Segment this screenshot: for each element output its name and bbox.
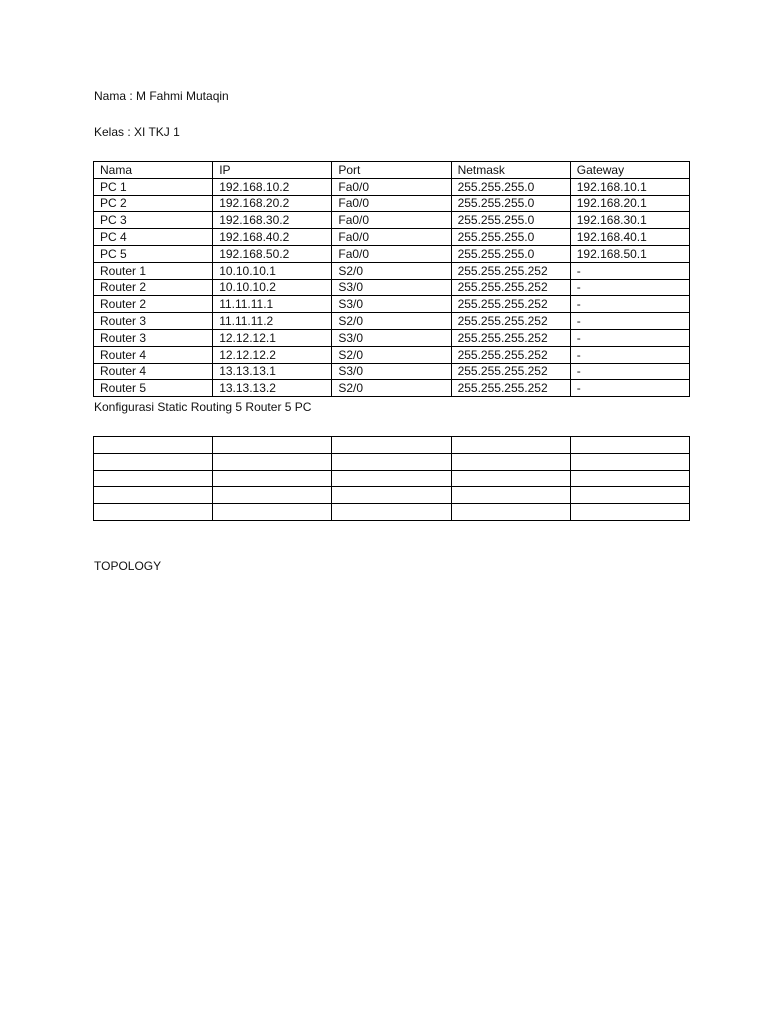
table-cell: S2/0	[332, 262, 451, 279]
table-cell: S3/0	[332, 279, 451, 296]
table-cell: -	[570, 380, 689, 397]
empty-cell	[570, 504, 689, 521]
empty-cell	[332, 487, 451, 504]
table-row	[94, 363, 690, 380]
empty-cell	[94, 470, 213, 487]
column-header: Gateway	[570, 162, 689, 179]
table-cell: Router 2	[94, 296, 213, 313]
table-cell: -	[570, 346, 689, 363]
empty-cell	[94, 487, 213, 504]
table-cell: 255.255.255.252	[451, 279, 570, 296]
name-line: Nama : M Fahmi Mutaqin	[94, 89, 229, 103]
table-cell: -	[570, 296, 689, 313]
table-cell: S3/0	[332, 296, 451, 313]
table-caption: Konfigurasi Static Routing 5 Router 5 PC	[94, 400, 312, 414]
table-cell: 192.168.50.1	[570, 245, 689, 262]
table-cell: -	[570, 363, 689, 380]
empty-table	[93, 436, 690, 521]
table-cell: 11.11.11.2	[213, 313, 332, 330]
empty-cell	[213, 504, 332, 521]
empty-row	[94, 437, 690, 454]
table-cell: 192.168.20.2	[213, 195, 332, 212]
table-cell: Router 5	[94, 380, 213, 397]
table-cell: PC 2	[94, 195, 213, 212]
table-cell: S2/0	[332, 313, 451, 330]
empty-cell	[213, 470, 332, 487]
table-row	[94, 279, 690, 296]
table-cell: S3/0	[332, 363, 451, 380]
table-cell: 255.255.255.252	[451, 346, 570, 363]
table-cell: 10.10.10.1	[213, 262, 332, 279]
table-cell: 12.12.12.1	[213, 329, 332, 346]
table-cell: -	[570, 279, 689, 296]
empty-cell	[213, 487, 332, 504]
empty-row	[94, 504, 690, 521]
column-header: IP	[213, 162, 332, 179]
empty-cell	[570, 470, 689, 487]
table-cell: 255.255.255.0	[451, 178, 570, 195]
table-cell: 192.168.30.1	[570, 212, 689, 229]
table-cell: Fa0/0	[332, 212, 451, 229]
table-cell: 192.168.30.2	[213, 212, 332, 229]
table-cell: -	[570, 313, 689, 330]
empty-cell	[332, 470, 451, 487]
table-cell: 192.168.10.1	[570, 178, 689, 195]
table-cell: 255.255.255.252	[451, 363, 570, 380]
empty-cell	[451, 453, 570, 470]
empty-cell	[570, 487, 689, 504]
table-cell: 13.13.13.1	[213, 363, 332, 380]
empty-row	[94, 487, 690, 504]
table-row	[94, 245, 690, 262]
table-cell: Fa0/0	[332, 195, 451, 212]
table-cell: 255.255.255.0	[451, 212, 570, 229]
table-cell: S3/0	[332, 329, 451, 346]
table-cell: 255.255.255.252	[451, 262, 570, 279]
table-cell: PC 4	[94, 229, 213, 246]
empty-cell	[94, 504, 213, 521]
empty-cell	[451, 470, 570, 487]
ip-address-table	[93, 161, 690, 397]
table-cell: Fa0/0	[332, 178, 451, 195]
table-cell: 192.168.50.2	[213, 245, 332, 262]
table-cell: 255.255.255.0	[451, 245, 570, 262]
empty-cell	[94, 437, 213, 454]
empty-cell	[570, 437, 689, 454]
empty-row	[94, 453, 690, 470]
table-row	[94, 380, 690, 397]
empty-cell	[451, 437, 570, 454]
empty-cell	[213, 437, 332, 454]
table-cell: 255.255.255.0	[451, 229, 570, 246]
table-cell: Router 1	[94, 262, 213, 279]
table-row	[94, 178, 690, 195]
table-cell: Router 4	[94, 346, 213, 363]
table-cell: 192.168.40.1	[570, 229, 689, 246]
table-cell: -	[570, 329, 689, 346]
empty-cell	[451, 504, 570, 521]
table-cell: 12.12.12.2	[213, 346, 332, 363]
table-cell: Router 3	[94, 329, 213, 346]
table-row	[94, 229, 690, 246]
table-cell: PC 5	[94, 245, 213, 262]
table-cell: Router 2	[94, 279, 213, 296]
table-cell: 255.255.255.252	[451, 329, 570, 346]
empty-cell	[332, 437, 451, 454]
table-cell: 255.255.255.0	[451, 195, 570, 212]
table-row	[94, 329, 690, 346]
empty-cell	[332, 453, 451, 470]
table-row	[94, 262, 690, 279]
empty-row	[94, 470, 690, 487]
table-row	[94, 296, 690, 313]
column-header: Netmask	[451, 162, 570, 179]
table-row	[94, 346, 690, 363]
table-cell: 192.168.20.1	[570, 195, 689, 212]
empty-cell	[332, 504, 451, 521]
table-cell: Router 3	[94, 313, 213, 330]
table-header-row	[94, 162, 690, 179]
topology-heading: TOPOLOGY	[94, 559, 162, 573]
table-row	[94, 212, 690, 229]
table-cell: S2/0	[332, 346, 451, 363]
table-cell: Fa0/0	[332, 229, 451, 246]
table-cell: PC 1	[94, 178, 213, 195]
table-cell: 10.10.10.2	[213, 279, 332, 296]
empty-cell	[213, 453, 332, 470]
table-cell: 13.13.13.2	[213, 380, 332, 397]
table-cell: 192.168.40.2	[213, 229, 332, 246]
empty-cell	[451, 487, 570, 504]
table-cell: 11.11.11.1	[213, 296, 332, 313]
table-cell: PC 3	[94, 212, 213, 229]
table-cell: 255.255.255.252	[451, 380, 570, 397]
class-line: Kelas : XI TKJ 1	[94, 125, 180, 139]
table-cell: S2/0	[332, 380, 451, 397]
table-cell: 255.255.255.252	[451, 296, 570, 313]
column-header: Nama	[94, 162, 213, 179]
column-header: Port	[332, 162, 451, 179]
table-cell: Router 4	[94, 363, 213, 380]
empty-cell	[570, 453, 689, 470]
table-row	[94, 195, 690, 212]
table-cell: Fa0/0	[332, 245, 451, 262]
empty-cell	[94, 453, 213, 470]
table-cell: -	[570, 262, 689, 279]
table-cell: 255.255.255.252	[451, 313, 570, 330]
table-cell: 192.168.10.2	[213, 178, 332, 195]
table-row	[94, 313, 690, 330]
